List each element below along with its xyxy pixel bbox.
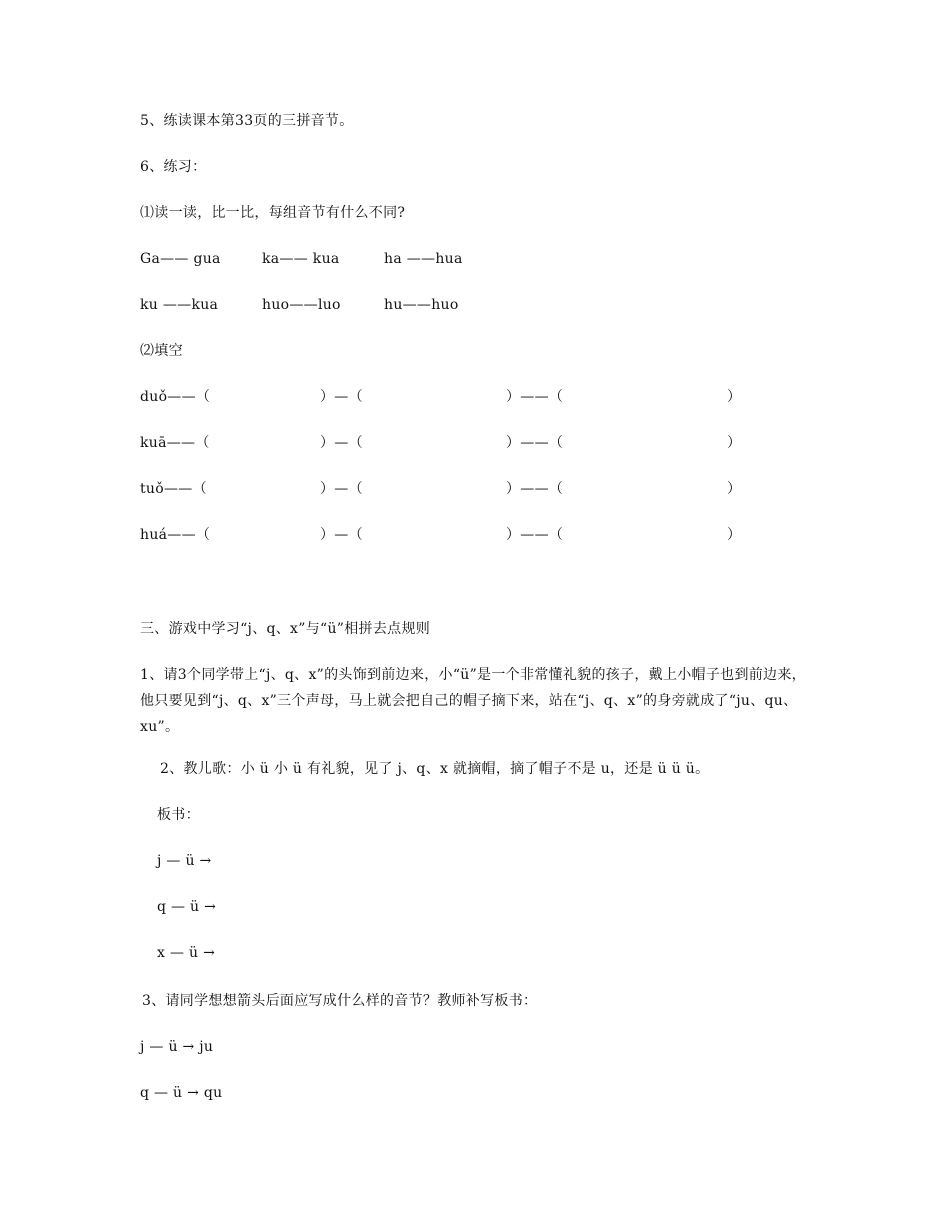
item-5: 5、练读课本第33页的三拼音节。 (140, 113, 354, 129)
fill-syllable: kuā——（ (140, 435, 210, 451)
fill-separator: ）——（ (506, 527, 564, 543)
board-complete-line: q — ü → qu (140, 1085, 223, 1101)
fill-syllable: huá——（ (140, 527, 211, 543)
section-heading: 三、游戏中学习“j、q、x”与“ü”相拼去点规则 (140, 621, 431, 637)
board-line: x — ü → (157, 945, 216, 961)
compare-cell: ha ——hua (384, 251, 463, 267)
board-label: 板书： (157, 807, 200, 823)
item-6: 6、练习： (140, 159, 207, 175)
compare-cell: ka—— kua (262, 251, 340, 267)
fill-separator: ）—（ (320, 481, 363, 497)
compare-row (140, 296, 540, 314)
fill-row (140, 388, 760, 406)
fill-separator: ）—（ (320, 389, 363, 405)
fill-separator: ）—（ (320, 435, 363, 451)
fill-close: ） (727, 481, 742, 497)
board-line: q — ü → (157, 899, 217, 915)
fill-close: ） (727, 435, 742, 451)
board-complete-line: j — ü → ju (140, 1039, 214, 1055)
question-1: ⑴读一读，比一比，每组音节有什么不同? (140, 205, 406, 221)
fill-separator: ）——（ (506, 435, 564, 451)
fill-syllable: tuǒ——（ (140, 481, 207, 497)
question-2: ⑵填空 (140, 343, 183, 359)
paragraph-2: 2、教儿歌：小 ü 小 ü 有礼貌，见了 j、q、x 就摘帽，摘了帽子不是 u，还是 ü ü ü。 (160, 761, 710, 777)
compare-row (140, 250, 540, 268)
fill-separator: ）——（ (506, 481, 564, 497)
fill-close: ） (727, 527, 742, 543)
board-line: j — ü → (157, 853, 212, 869)
fill-separator: ）——（ (506, 389, 564, 405)
paragraph-3: 3、请同学想想箭头后面应写成什么样的音节？教师补写板书： (142, 993, 538, 1009)
fill-row (140, 526, 760, 544)
compare-cell: Ga—— gua (140, 251, 221, 267)
fill-close: ） (727, 389, 742, 405)
paragraph-1: 1、请3个同学带上“j、q、x”的头饰到前边来，小“ü”是一个非常懂礼貌的孩子，戴上小帽子也到前边来，他只要见到“j、q、x”三个声母，马上就会把自己的帽子摘下来，站在“j、q、x”的身旁就成了“ju、qu、xu”。 (140, 667, 806, 735)
compare-cell: hu——huo (384, 297, 459, 313)
fill-syllable: duǒ——（ (140, 389, 211, 405)
compare-cell: ku ——kua (140, 297, 219, 313)
compare-cell: huo——luo (262, 297, 341, 313)
fill-row (140, 434, 760, 452)
fill-separator: ）—（ (320, 527, 363, 543)
fill-row (140, 480, 760, 498)
